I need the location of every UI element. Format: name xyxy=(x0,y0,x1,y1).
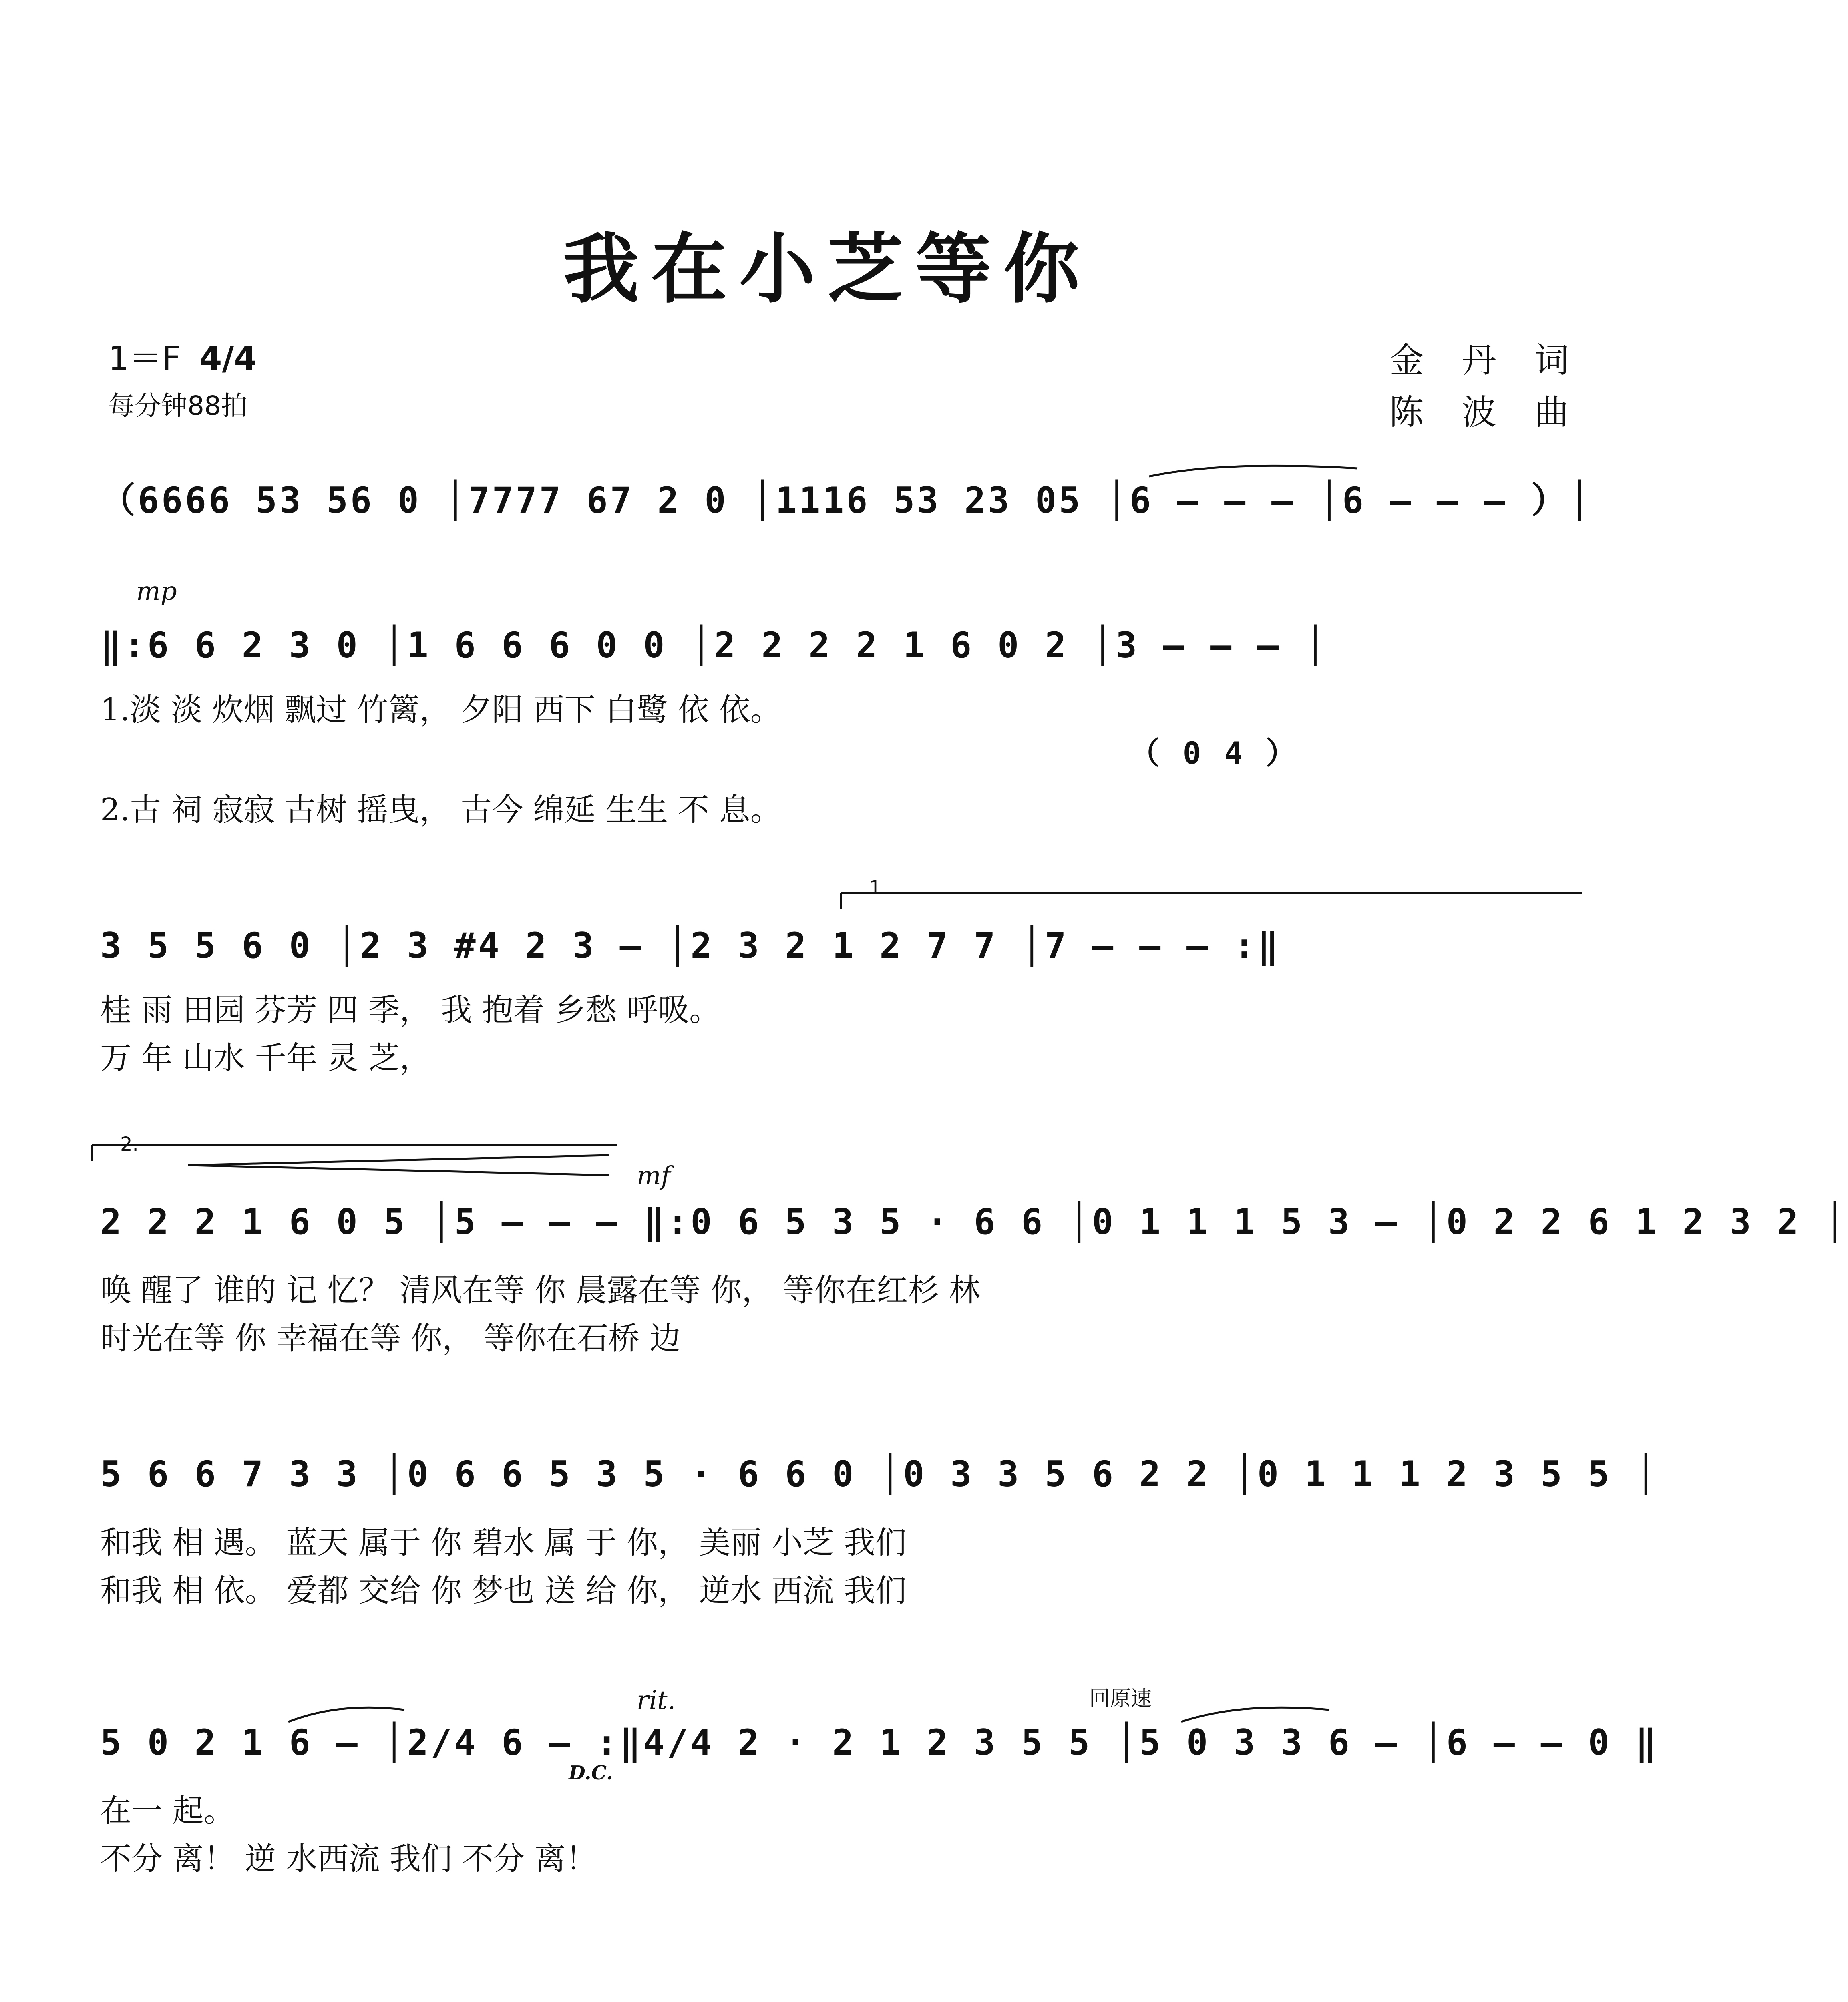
key-label: 1＝F xyxy=(108,340,181,378)
system-3-notes: 3 5 5 6 0 │2 3 #4 2 3 — │2 3 2 1 2 7 7 │7 — — — :‖ xyxy=(100,925,1281,966)
tempo-marking: 每分钟88拍 xyxy=(108,390,247,421)
score-title: 我在小芝等你 xyxy=(563,224,1092,314)
crescendo-hairpin-lower xyxy=(188,1165,609,1175)
tie-system-1 xyxy=(1149,466,1357,476)
composer-credit: 陈 波 曲 xyxy=(1389,392,1583,432)
tie-system-6 xyxy=(288,1707,404,1722)
paren-rest: （ 0 4 ） xyxy=(1129,735,1299,771)
ritardando-mark: rit. xyxy=(637,1686,676,1715)
dynamic-mp: mp xyxy=(136,577,177,606)
system-4-notes: 2 2 2 1 6 0 5 │5 — — — ‖:0 6 5 3 5 · 6 6 │0 1 1 1 5 3 — │0 2 2 6 1 2 3 2 │ xyxy=(100,1201,1848,1242)
first-ending-label: 1. xyxy=(869,877,887,899)
system-2-lyric-2: 2.古 祠 寂寂 古树 摇曳， 古今 绵延 生生 不 息。 xyxy=(100,792,782,828)
system-6-lyric-1: 在一 起。 xyxy=(100,1793,235,1829)
system-6-notes: 5 0 2 1 6 — │2/4 6 — :‖4/4 2 · 2 1 2 3 5 5 │5 0 3 3 6 — │6 — — 0 ‖ xyxy=(100,1722,1659,1763)
system-5-lyric-2: 和我 相 依。 爱都 交给 你 梦也 送 给 你， 逆水 西流 我们 xyxy=(100,1573,907,1609)
system-5-notes: 5 6 6 7 3 3 │0 6 6 5 3 5 · 6 6 0 │0 3 3 5 6 2 2 │0 1 1 1 2 3 5 5 │ xyxy=(100,1453,1659,1495)
system-4-lyric-1: 唤 醒了 谁的 记 忆？ 清风在等 你 晨露在等 你， 等你在红杉 林 xyxy=(100,1272,980,1309)
lyricist-credit: 金 丹 词 xyxy=(1389,340,1583,380)
tempo-primo-mark: 回原速 xyxy=(1089,1687,1152,1711)
system-1-notes: （6666 53 56 0 │7777 67 2 0 │1116 53 23 05 │6 — — — │6 — — — ）│ xyxy=(100,480,1593,521)
crescendo-hairpin-upper xyxy=(188,1155,609,1165)
system-3-lyric-1: 桂 雨 田园 芬芳 四 季， 我 抱着 乡愁 呼吸。 xyxy=(100,992,721,1028)
system-2-lyric-1: 1.淡 淡 炊烟 飘过 竹篱， 夕阳 西下 白鹭 依 依。 xyxy=(100,692,782,728)
second-ending-label: 2. xyxy=(120,1133,139,1156)
system-3-lyric-2: 万 年 山水 千年 灵 芝， xyxy=(100,1040,431,1076)
time-signature: 4/4 xyxy=(199,340,257,378)
system-5-lyric-1: 和我 相 遇。 蓝天 属于 你 碧水 属 于 你， 美丽 小芝 我们 xyxy=(100,1525,907,1561)
da-capo-mark: D.C. xyxy=(569,1762,613,1784)
system-6-lyric-2: 不分 离！ 逆 水西流 我们 不分 离！ xyxy=(100,1841,597,1877)
tie-system-6b xyxy=(1181,1707,1329,1722)
system-4-lyric-2: 时光在等 你 幸福在等 你， 等你在石桥 边 xyxy=(100,1321,681,1357)
system-2-notes: ‖:6 6 2 3 0 │1 6 6 6 0 0 │2 2 2 2 1 6 0 2 │3 — — — │ xyxy=(100,625,1328,666)
dynamic-mf: mf xyxy=(637,1161,671,1191)
